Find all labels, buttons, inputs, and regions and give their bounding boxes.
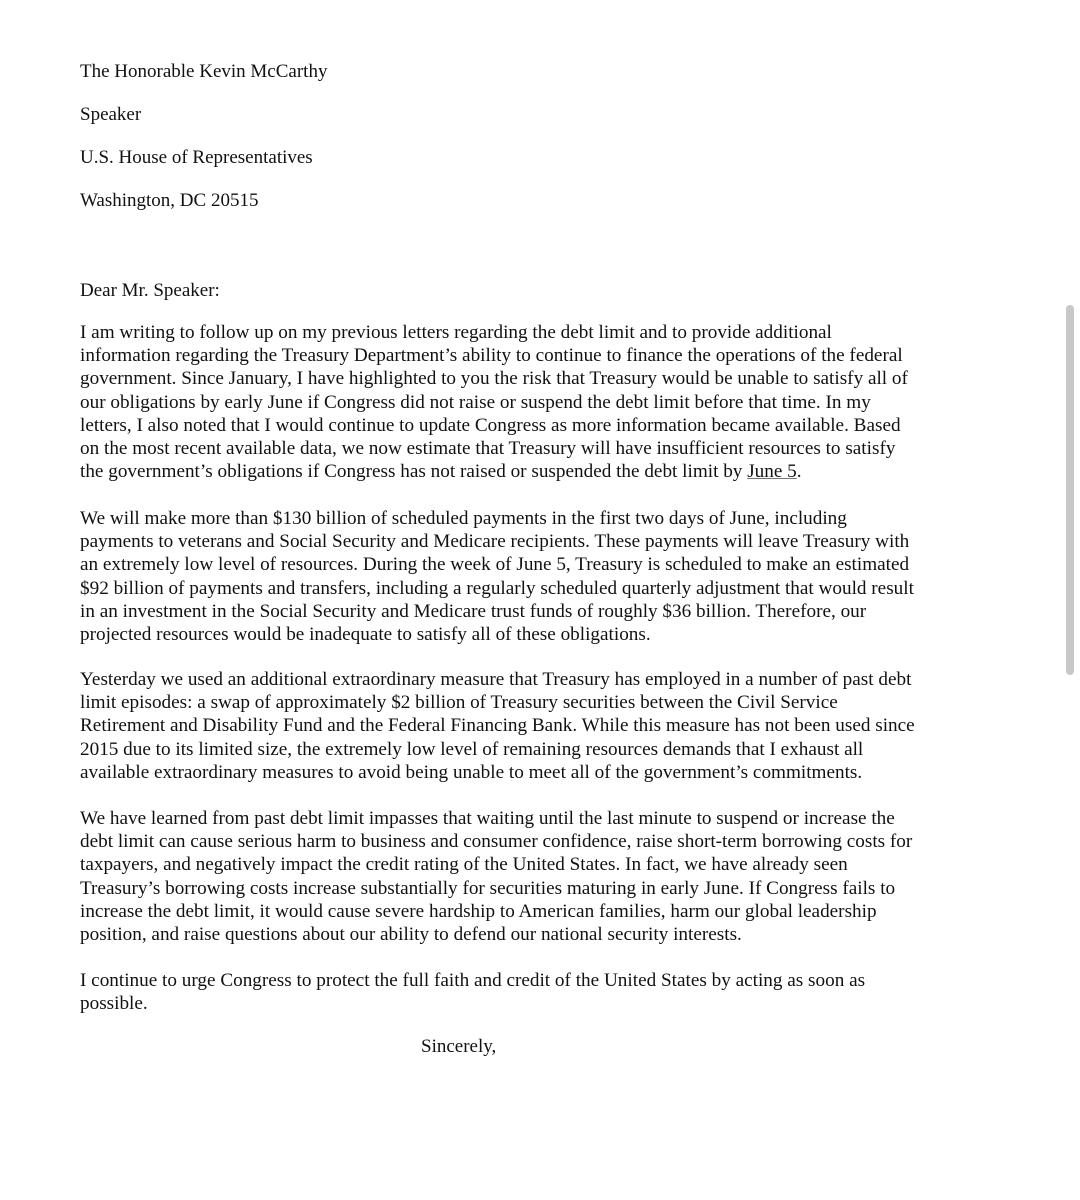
paragraph-3: Yesterday we used an additional extraordinary measure that Treasury has employed in a number of past debt limit episodes: a swap of approximately $2 billion of Treasury securities between the Civil Service Retirement and Disability Fund and the Federal Financing Bank. While this measure has not been used since 2015 due to its limited size, the extremely low level of remaining resources demands that I exhaust all available extraordinary measures to avoid being unable to meet all of the government’s commitments. xyxy=(80,669,915,783)
paragraph-4: We have learned from past debt limit impasses that waiting until the last minute to suspend or increase the debt limit can cause serious harm to business and consumer confidence, raise short-term borrowing costs for taxpayers, and negatively impact the credit rating of the United States. In fact, we have already seen Treasury’s borrowing costs increase substantially for securities maturing in early June. If Congress fails to increase the debt limit, it would cause severe hardship to American families, harm our global leadership position, and raise questions about our ability to defend our national security interests. xyxy=(80,808,913,946)
recipient-title: Speaker xyxy=(80,104,142,125)
paragraph-2: We will make more than $130 billion of scheduled payments in the first two days of June, including payments to veterans and Social Security and Medicare recipients. These payments will leave Treasury with an extremely low level of resources. During the week of June 5, Treasury is scheduled to make an estimated $92 billion of payments and transfers, including a regularly scheduled quarterly adjustment that would result in an investment in the Social Security and Medicare trust funds of roughly $36 billion. Therefore, our projected resources would be inadequate to satisfy all of these obligations. xyxy=(80,508,914,646)
recipient-office: U.S. House of Representatives xyxy=(80,147,313,168)
recipient-name: The Honorable Kevin McCarthy xyxy=(80,61,328,82)
paragraph-1 xyxy=(80,321,918,483)
recipient-address: Washington, DC 20515 xyxy=(80,190,259,211)
salutation: Dear Mr. Speaker: xyxy=(80,280,220,301)
paragraph-5: I continue to urge Congress to protect the full faith and credit of the United States by acting as soon as possible. xyxy=(80,970,866,1015)
paragraph-1-end: . xyxy=(796,461,802,483)
scrollbar-thumb[interactable] xyxy=(1066,305,1074,675)
closing: Sincerely, xyxy=(421,1036,497,1057)
paragraph-1-text: I am writing to follow up on my previous letters regarding the debt limit and to provide additional information regarding the Treasury Department’s ability to continue to finance the operations of the federal government. Since January, I have highlighted to you the risk that Treasury would be unable to satisfy all of our obligations by early June if Congress did not raise or suspend the debt limit before that time. In my letters, I also noted that I would continue to update Congress as more information became available. Based on the most recent available data, we now estimate that Treasury will have insufficient resources to satisfy the government’s obligations if Congress has not raised or suspended the debt limit by xyxy=(80,322,908,483)
deadline-date: June 5 xyxy=(747,461,797,483)
